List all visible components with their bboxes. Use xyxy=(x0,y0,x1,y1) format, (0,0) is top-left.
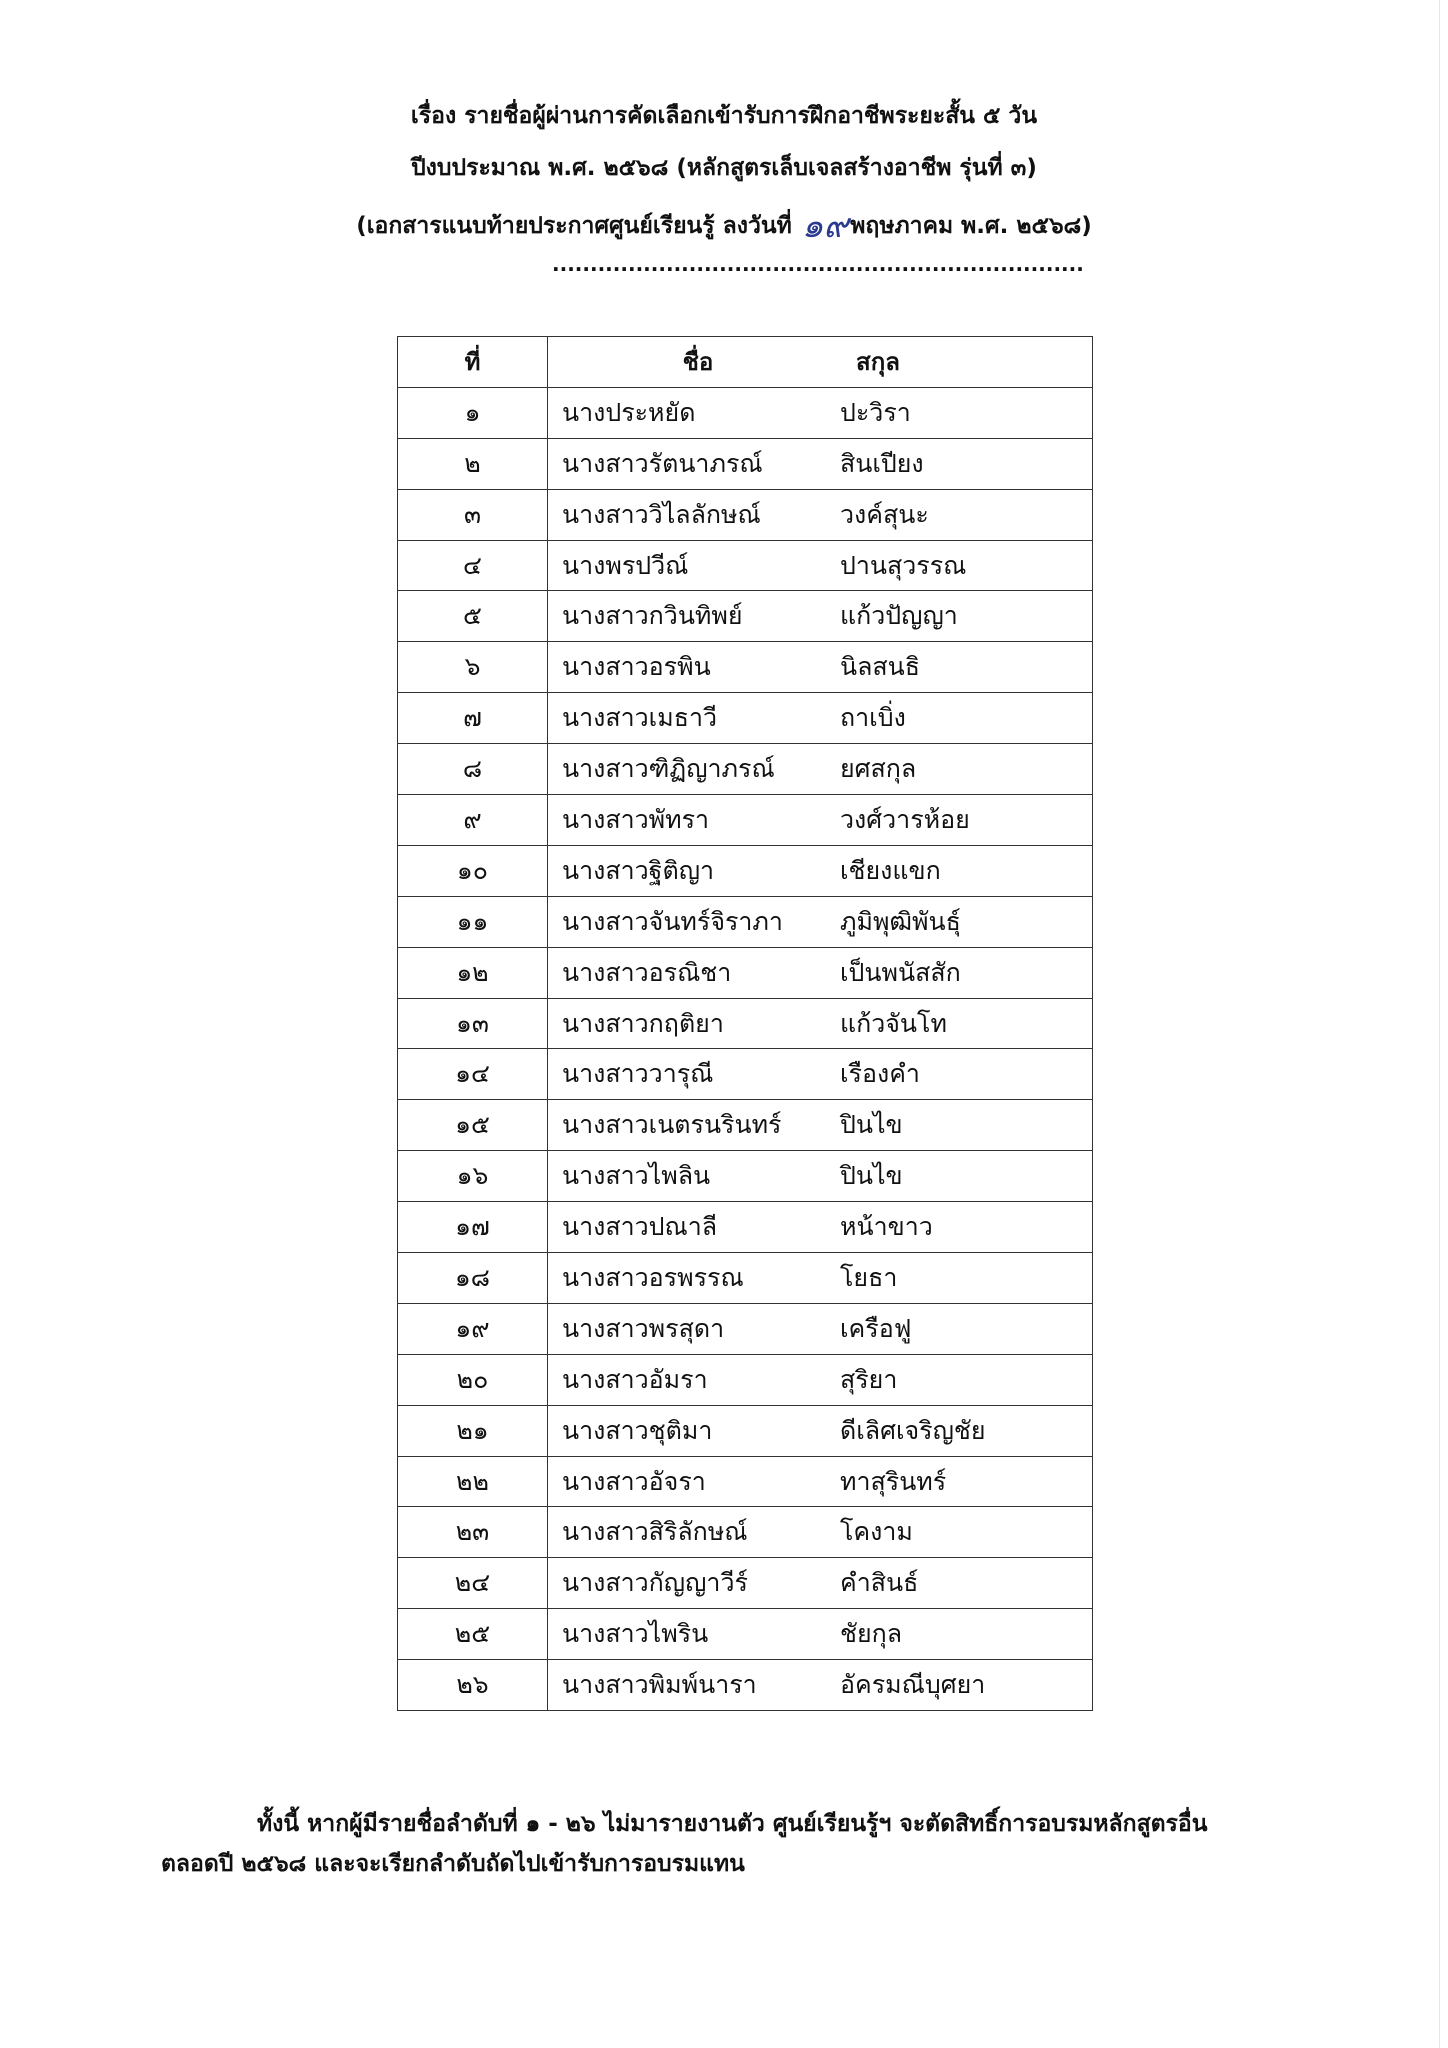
row-name-cell xyxy=(548,642,1093,693)
row-name-cell xyxy=(548,998,1093,1049)
last-name: วงศ์วารห้อย xyxy=(840,804,970,834)
last-name: สินเปียง xyxy=(840,448,924,478)
first-name: นางสาวอรพิน xyxy=(562,652,711,682)
last-name: คำสินธ์ xyxy=(840,1568,919,1598)
first-name: นางสาวสิริลักษณ์ xyxy=(562,1517,748,1547)
first-name: นางสาวกวินทิพย์ xyxy=(562,601,743,631)
row-number: ๔ xyxy=(398,540,548,591)
table-row xyxy=(398,845,1093,896)
table-row xyxy=(398,1303,1093,1354)
header-first-name: ชื่อ xyxy=(682,348,714,377)
footer-line-2: ตลอดปี ๒๕๖๘ และจะเรียกลำดับถัดไปเข้ารับการอบรมแทน xyxy=(161,1851,745,1877)
first-name: นางสาวชุติมา xyxy=(562,1415,713,1445)
header-name xyxy=(548,337,1093,388)
first-name: นางสาวอัจรา xyxy=(562,1466,706,1496)
table-row xyxy=(398,1202,1093,1253)
row-number: ๙ xyxy=(398,795,548,846)
last-name: ปานสุวรรณ xyxy=(840,550,967,580)
row-number: ๘ xyxy=(398,744,548,795)
last-name: เครือฟู xyxy=(840,1313,912,1343)
first-name: นางพรปวีณ์ xyxy=(562,550,689,580)
table-header-row xyxy=(398,337,1093,388)
handwritten-date: ๑๙ xyxy=(801,206,849,246)
row-name-cell xyxy=(548,1456,1093,1507)
attachment-prefix: (เอกสารแนบท้ายประกาศศูนย์เรียนรู้ ลงวันที่ xyxy=(356,213,800,239)
attachment-line xyxy=(0,194,1448,248)
first-name: นางสาววิไลลักษณ์ xyxy=(562,499,761,529)
table-row xyxy=(398,1405,1093,1456)
header-no: ที่ xyxy=(398,337,548,388)
table-row xyxy=(398,744,1093,795)
first-name: นางสาวเนตรนรินทร์ xyxy=(562,1110,782,1140)
table-row xyxy=(398,540,1093,591)
row-name-cell xyxy=(548,489,1093,540)
last-name: อัครมณีบุศยา xyxy=(840,1670,986,1700)
row-name-cell xyxy=(548,1558,1093,1609)
row-number: ๑๕ xyxy=(398,1100,548,1151)
table-row xyxy=(398,438,1093,489)
row-number: ๑๔ xyxy=(398,1049,548,1100)
table-row xyxy=(398,1507,1093,1558)
last-name: เชียงแขก xyxy=(840,855,941,885)
roster-body xyxy=(398,387,1093,1710)
footer-line-1-text: ทั้งนี้ หากผู้มีรายชื่อลำดับที่ ๑ - ๒๖ ไม่มารายงานตัว ศูนย์เรียนรู้ฯ จะตัดสิทธิ์การอบรมหลักสูตรอื่น xyxy=(257,1811,1208,1837)
table-row xyxy=(398,1558,1093,1609)
row-number: ๑๙ xyxy=(398,1303,548,1354)
table-row xyxy=(398,642,1093,693)
last-name: ถาเบิ่ง xyxy=(840,703,906,733)
row-number: ๒๒ xyxy=(398,1456,548,1507)
separator: ...................................................................... xyxy=(552,252,1084,276)
row-name-cell xyxy=(548,540,1093,591)
table-row xyxy=(398,896,1093,947)
last-name: ปะวิรา xyxy=(840,397,911,427)
row-number: ๒๖ xyxy=(398,1660,548,1711)
table-row xyxy=(398,1151,1093,1202)
fiscal-year-line: ปีงบประมาณ พ.ศ. ๒๕๖๘ (หลักสูตรเล็บเจลสร้างอาชีพ รุ่นที่ ๓) xyxy=(411,155,1037,181)
row-name-cell xyxy=(548,693,1093,744)
row-name-cell xyxy=(548,1507,1093,1558)
last-name: แก้วจันโท xyxy=(840,1008,947,1038)
footer-note xyxy=(161,1804,1315,1884)
table-row xyxy=(398,1456,1093,1507)
table-row xyxy=(398,591,1093,642)
row-number: ๒ xyxy=(398,438,548,489)
footer-line-1 xyxy=(165,1804,1315,1844)
row-number: ๑๓ xyxy=(398,998,548,1049)
attachment-suffix: พฤษภาคม พ.ศ. ๒๕๖๘) xyxy=(850,213,1092,239)
first-name: นางสาวพัทรา xyxy=(562,804,710,834)
first-name: นางสาวกัญญาวีร์ xyxy=(562,1568,748,1598)
header-last-name: สกุล xyxy=(856,348,900,377)
row-name-cell xyxy=(548,1609,1093,1660)
last-name: ปินไข xyxy=(840,1110,903,1140)
row-number: ๑๐ xyxy=(398,845,548,896)
roster-table xyxy=(397,336,1093,1711)
row-number: ๗ xyxy=(398,693,548,744)
row-number: ๑๒ xyxy=(398,947,548,998)
row-name-cell xyxy=(548,1253,1093,1304)
table-row xyxy=(398,998,1093,1049)
last-name: โคงาม xyxy=(840,1517,913,1547)
last-name: เป็นพนัสสัก xyxy=(840,957,961,987)
document-title: เรื่อง รายชื่อผู้ผ่านการคัดเลือกเข้ารับการฝึกอาชีพระยะสั้น ๕ วัน xyxy=(410,103,1038,129)
row-name-cell xyxy=(548,1660,1093,1711)
last-name: ภูมิพุฒิพันธุ์ xyxy=(840,906,961,936)
row-name-cell xyxy=(548,744,1093,795)
row-number: ๑๑ xyxy=(398,896,548,947)
row-name-cell xyxy=(548,438,1093,489)
table-row xyxy=(398,693,1093,744)
last-name: นิลสนธิ xyxy=(840,652,921,682)
last-name: วงค์สุนะ xyxy=(840,499,929,529)
first-name: นางประหยัด xyxy=(562,397,696,427)
scan-edge xyxy=(1439,0,1440,2048)
row-number: ๓ xyxy=(398,489,548,540)
first-name: นางสาวเมธาวี xyxy=(562,703,718,733)
row-name-cell xyxy=(548,1354,1093,1405)
row-number: ๑ xyxy=(398,387,548,438)
last-name: ดีเลิศเจริญชัย xyxy=(840,1415,986,1445)
first-name: นางสาวรัตนาภรณ์ xyxy=(562,448,763,478)
table-row xyxy=(398,1100,1093,1151)
row-name-cell xyxy=(548,591,1093,642)
table-row xyxy=(398,795,1093,846)
row-name-cell xyxy=(548,845,1093,896)
first-name: นางสาวฐิติญา xyxy=(562,855,715,885)
first-name: นางสาวฑิฏิญาภรณ์ xyxy=(562,754,775,784)
last-name: เรืองคำ xyxy=(840,1059,920,1089)
row-number: ๒๕ xyxy=(398,1609,548,1660)
table-row xyxy=(398,1253,1093,1304)
table-row xyxy=(398,1609,1093,1660)
first-name: นางสาวอัมรา xyxy=(562,1364,708,1394)
first-name: นางสาวจันทร์จิราภา xyxy=(562,906,783,936)
row-name-cell xyxy=(548,947,1093,998)
last-name: ชัยกุล xyxy=(840,1619,903,1649)
row-number: ๑๖ xyxy=(398,1151,548,1202)
row-number: ๖ xyxy=(398,642,548,693)
table-row xyxy=(398,387,1093,438)
row-number: ๒๐ xyxy=(398,1354,548,1405)
table-row xyxy=(398,489,1093,540)
row-name-cell xyxy=(548,1303,1093,1354)
table-row xyxy=(398,1660,1093,1711)
first-name: นางสาวอรณิชา xyxy=(562,957,732,987)
first-name: นางสาวไพริน xyxy=(562,1619,709,1649)
row-name-cell xyxy=(548,795,1093,846)
row-number: ๕ xyxy=(398,591,548,642)
row-name-cell xyxy=(548,1151,1093,1202)
row-number: ๑๗ xyxy=(398,1202,548,1253)
first-name: นางสาวปณาลี xyxy=(562,1212,718,1242)
row-name-cell xyxy=(548,387,1093,438)
first-name: นางสาวกฤติยา xyxy=(562,1008,724,1038)
row-number: ๒๓ xyxy=(398,1507,548,1558)
first-name: นางสาววารุณี xyxy=(562,1059,714,1089)
last-name: ยศสกุล xyxy=(840,754,917,784)
row-name-cell xyxy=(548,896,1093,947)
first-name: นางสาวพิมพ์นารา xyxy=(562,1670,757,1700)
row-name-cell xyxy=(548,1202,1093,1253)
row-number: ๒๑ xyxy=(398,1405,548,1456)
last-name: สุริยา xyxy=(840,1364,898,1394)
row-name-cell xyxy=(548,1405,1093,1456)
last-name: ปินไข xyxy=(840,1161,903,1191)
table-row xyxy=(398,1354,1093,1405)
first-name: นางสาวอรพรรณ xyxy=(562,1262,744,1292)
table-row xyxy=(398,947,1093,998)
last-name: แก้วปัญญา xyxy=(840,601,958,631)
table-row xyxy=(398,1049,1093,1100)
row-number: ๑๘ xyxy=(398,1253,548,1304)
row-name-cell xyxy=(548,1100,1093,1151)
row-number: ๒๔ xyxy=(398,1558,548,1609)
row-name-cell xyxy=(548,1049,1093,1100)
last-name: โยธา xyxy=(840,1262,898,1292)
first-name: นางสาวไพลิน xyxy=(562,1161,711,1191)
first-name: นางสาวพรสุดา xyxy=(562,1313,725,1343)
last-name: ทาสุรินทร์ xyxy=(840,1466,947,1496)
last-name: หน้าขาว xyxy=(840,1212,933,1242)
